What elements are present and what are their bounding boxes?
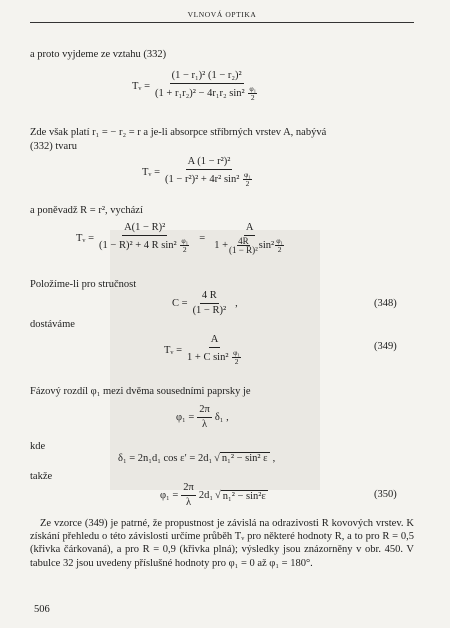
numerator: A	[244, 222, 256, 236]
paragraph-line: kde	[30, 441, 46, 452]
equation-number: (348)	[374, 298, 397, 309]
denominator	[163, 170, 255, 188]
equation-350: φ₁ = $\frac{2\pi}{\lambda}$ 2d₁ √ n₁² − sin²ε	[160, 482, 266, 508]
eq-lhs: C =	[172, 298, 188, 309]
comma: ,	[272, 452, 276, 464]
paragraph-line: Položíme-li pro stručnost	[30, 279, 137, 290]
half-phi-fraction	[275, 237, 284, 254]
fraction	[181, 482, 196, 509]
eq-lhs: Tᵥ =	[132, 80, 151, 92]
eq-rhs: δ₁ ,	[214, 412, 229, 423]
denominator	[97, 236, 192, 254]
phi-den: 2	[277, 245, 282, 254]
phi-num: φ₁	[233, 348, 241, 357]
half-phi-fraction	[248, 85, 257, 102]
eq-lhs: φ₁ =	[176, 412, 195, 423]
phi-num: φ₁	[249, 84, 257, 93]
phi-num: φ₁	[276, 236, 284, 245]
numerator: 2π	[197, 404, 212, 418]
fraction	[191, 290, 229, 317]
fraction-2	[212, 222, 287, 254]
inner-den: (1 − R)²	[229, 245, 258, 255]
paragraph-conclusion: Ze vzorce (349) je patrné, že propustnost je závislá na odrazivosti R kovových vrstev. K získání přehledu o této závislosti určíme průběh Tᵥ pro některé hodnoty R, a to pro R = 0,5 (křivka čárkovaná), a pro R = 0,9 (křivka plná); výsledky jsou znázorněny v obr. 450. V tabulce 32 jsou uvedeny příslušné hodnoty pro φ₁ = 0 až φ₁ = 180°.	[30, 518, 414, 569]
equation-348	[172, 290, 238, 317]
equation-number: (350)	[374, 489, 397, 500]
denominator	[212, 236, 287, 254]
fraction	[153, 70, 260, 102]
fraction	[197, 404, 212, 431]
equation-phase	[176, 404, 229, 431]
paragraph-line: a poněvadž R = r², vychází	[30, 205, 143, 216]
denominator-text: (1 − r²)² + 4r² sin²	[165, 173, 240, 185]
sqrt-content: n₁² − sin² ε	[221, 453, 268, 464]
fraction	[185, 334, 244, 366]
paragraph-intro: a proto vyjdeme ze vztahu (332)	[30, 49, 167, 60]
page-number: 506	[34, 604, 50, 615]
eq-text: 2d₁	[198, 490, 214, 501]
denominator: (1 − R)²	[192, 305, 227, 316]
eq-text: δ₁ = 2n₁d₁ cos ε′ = 2d₁	[118, 452, 213, 464]
phi-num: φ₁	[181, 236, 189, 245]
eq-lhs: Tᵥ =	[164, 344, 183, 356]
phi-den: 2	[182, 245, 187, 254]
denominator: λ	[186, 497, 192, 508]
denominator-text: 1 +	[214, 239, 228, 251]
numerator: A (1 − r²)²	[186, 156, 233, 170]
denominator-text: (1 + r₁r₂)² − 4r₁r₂ sin²	[155, 87, 245, 99]
equals-sign: =	[199, 232, 206, 244]
numerator: A(1 − R)²	[122, 222, 167, 236]
half-phi-fraction	[232, 349, 241, 366]
equation-delta: δ₁ = 2n₁d₁ cos ε′ = 2d₁ √ n₁² − sin² ε ,	[118, 452, 276, 464]
numerator: 4 R	[200, 290, 219, 304]
equation-number: (349)	[374, 341, 397, 352]
equation-b	[76, 222, 290, 254]
phi-den: 2	[250, 93, 255, 102]
equation-332	[132, 70, 263, 102]
running-header: VLNOVÁ OPTIKA	[30, 10, 414, 23]
paragraph-line: dostáváme	[30, 319, 75, 330]
equation-349	[164, 334, 247, 366]
phi-den: 2	[245, 179, 250, 188]
phi-den: 2	[234, 357, 239, 366]
equation-a	[142, 156, 258, 188]
paragraph-line: Zde však platí r₁ = − r₂ = r a je-li absorpce stříbrných vrstev A, nabývá	[30, 127, 327, 138]
denominator	[185, 348, 244, 366]
comma: ,	[235, 298, 238, 309]
numerator: A	[209, 334, 221, 348]
denominator-text: 1 + C sin²	[187, 351, 229, 363]
inner-fraction	[229, 237, 258, 254]
numerator: (1 − r₁)² (1 − r₂)²	[170, 70, 244, 84]
denominator-text: sin²	[258, 239, 275, 251]
half-phi-fraction	[243, 171, 252, 188]
paragraph-line: Fázový rozdíl φ₁ mezi dvěma sousedními paprsky je	[30, 386, 251, 397]
denominator: λ	[202, 419, 208, 430]
paragraph-line: (332) tvaru	[30, 141, 77, 152]
sqrt-content: n₁² − sin²ε	[222, 490, 266, 502]
fraction	[163, 156, 255, 188]
numerator: 2π	[181, 482, 196, 496]
denominator-text: (1 − R)² + 4 R sin²	[99, 239, 177, 251]
half-phi-fraction	[180, 237, 189, 254]
inner-num: 4R	[238, 236, 249, 246]
fraction-1	[97, 222, 192, 254]
eq-lhs: φ₁ =	[160, 490, 179, 501]
eq-lhs: Tᵥ =	[76, 232, 95, 244]
phi-num: φ₁	[243, 170, 251, 179]
denominator	[153, 84, 260, 102]
paragraph-line: takže	[30, 471, 53, 482]
eq-lhs: Tᵥ =	[142, 166, 161, 178]
